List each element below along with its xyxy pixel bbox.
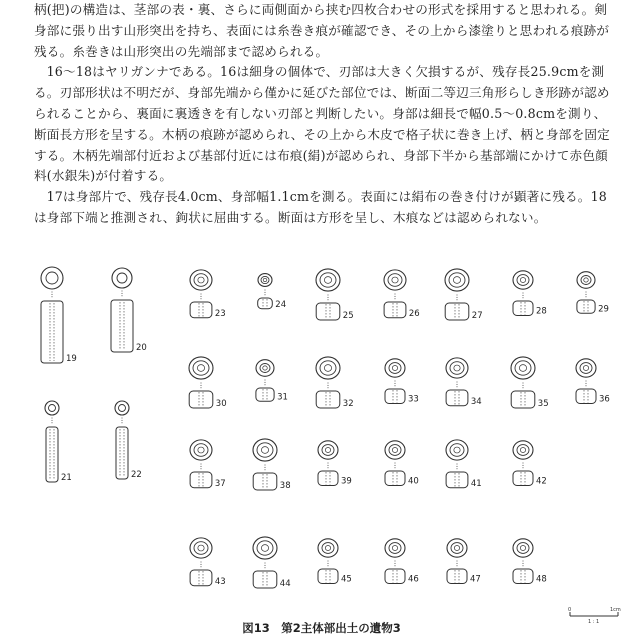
figure-number-label: 28 — [536, 306, 547, 317]
bead-item — [189, 357, 227, 409]
figure-number-label: 25 — [342, 311, 354, 321]
paragraph-2: 16～18はヤリガンナである。16は細身の個体で、刃部は大きく欠損するが、残存長25.9cmを測る。刃部形状は不明だが、身部先端から僅かに延びた部位では、断面二等辺三角形らしき形跡が認められることから、裏面に裏透きを有しない刃部と判断したい。身部は細長で幅0.5～0.8cmを測り、断面長方形を呈する。木柄の痕跡が認められ、その上から木皮で格子状に巻き上げ、柄と身部を固定する。木柄先端部付近および基部付近には布痕(絹)が認められ、身部下半から基部端にかけて赤色顔料(水銀朱)が付着する。 — [34, 64, 610, 184]
figure-number-label: 43 — [214, 576, 226, 587]
figure-number-label: 20 — [136, 343, 147, 353]
figure-number-label: 39 — [341, 476, 352, 487]
artifact-drawings — [30, 258, 626, 618]
figure-number-label: 36 — [599, 394, 610, 405]
bead-item — [253, 439, 291, 491]
figure-number-label: 24 — [275, 299, 287, 310]
body-text — [34, 0, 614, 229]
bead-item — [447, 539, 481, 585]
artifact-item — [115, 401, 142, 480]
figure-number-label: 32 — [342, 399, 354, 409]
bead-item — [190, 270, 226, 319]
bead-item — [190, 538, 226, 587]
bead-item — [513, 441, 547, 487]
bead-item — [256, 360, 288, 403]
figure-number-label: 23 — [214, 308, 226, 319]
bead-item — [445, 269, 483, 321]
figure-number-label: 42 — [536, 476, 547, 487]
bead-item — [316, 357, 354, 409]
bead-item — [385, 441, 419, 487]
figure-number-label: 27 — [471, 311, 483, 321]
artifact-figure — [30, 258, 626, 618]
scale-ratio: 1 : 1 — [588, 619, 600, 624]
figure-number-label: 34 — [470, 396, 482, 407]
bead-item — [385, 359, 419, 405]
figure-number-label: 46 — [408, 574, 419, 585]
figure-number-label: 37 — [214, 478, 226, 489]
figure-number-label: 26 — [408, 308, 420, 319]
figure-number-label: 48 — [536, 574, 547, 585]
figure-number-label: 41 — [470, 478, 482, 489]
bead-item — [190, 440, 226, 489]
figure-number-label: 30 — [215, 399, 227, 409]
bead-item — [385, 539, 419, 585]
bead-item — [318, 441, 352, 487]
bead-item — [446, 440, 482, 489]
bead-item — [513, 539, 547, 585]
figure-number-label: 45 — [341, 574, 352, 585]
bead-item — [513, 271, 547, 317]
bead-item — [258, 274, 286, 310]
figure-number-label: 35 — [537, 399, 549, 409]
artifact-item — [41, 267, 77, 364]
paragraph-1: 柄(把)の構造は、茎部の表・裏、さらに両側面から挟む四枚合わせの形式を採用すると思われる。剣身部に張り出す山形突出を持ち、表面には糸巻き痕が確認でき、その上から漆塗りと思われる痕跡が残る。糸巻きは山形突出の先端部まで認められる。 — [34, 2, 610, 59]
artifact-item — [111, 268, 147, 353]
figure-number-label: 19 — [66, 354, 77, 364]
bead-item — [253, 537, 291, 589]
bead-item — [577, 272, 609, 315]
bead-item — [511, 357, 549, 409]
artifact-item — [45, 401, 72, 483]
bead-item — [316, 269, 354, 321]
figure-number-label: 47 — [470, 574, 481, 585]
figure-number-label: 33 — [408, 394, 419, 405]
figure-number-label: 40 — [408, 476, 419, 487]
figure-number-label: 38 — [279, 481, 291, 491]
figure-number-label: 31 — [277, 392, 288, 403]
figure-number-label: 22 — [131, 470, 142, 480]
figure-caption: 図13 第2主体部出土の遺物3 — [242, 621, 401, 635]
paragraph-3: 17は身部片で、残存長4.0cm、身部幅1.1cmを測る。表面には絹布の巻き付けが顕著に残る。18は身部下端と推測され、鉤状に屈曲する。断面は方形を呈し、木痕などは認められない。 — [34, 189, 608, 225]
figure-number-label: 44 — [279, 579, 291, 589]
scale-cm: 1cm — [610, 607, 621, 613]
figure-number-label: 21 — [61, 473, 72, 483]
figure-number-label: 29 — [598, 304, 609, 315]
bead-item — [446, 358, 482, 407]
bead-item — [318, 539, 352, 585]
scale-zero: 0 — [568, 607, 572, 613]
bead-item — [576, 359, 610, 405]
bead-item — [384, 270, 420, 319]
